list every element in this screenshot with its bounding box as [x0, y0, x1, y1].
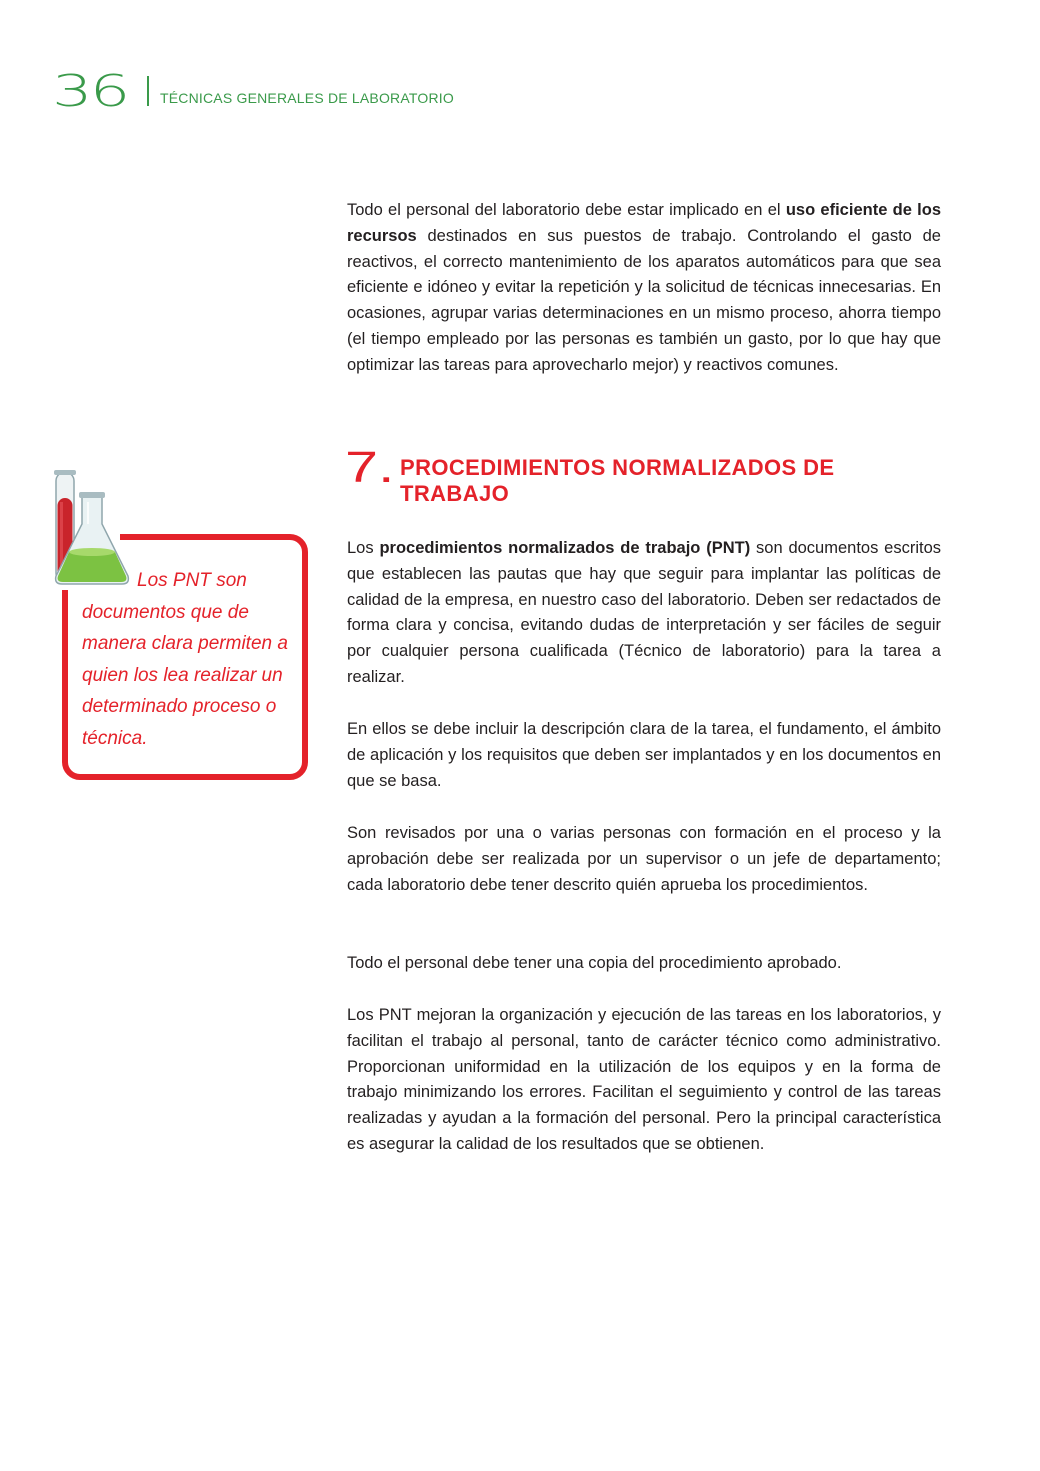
paragraph-pnt-review: Son revisados por una o varias personas con formación en el proceso y la aprobación debe ser realizada por un supervisor o un jefe de departamento; cada laboratorio debe tener descrito quién aprueba los procedimientos. [347, 824, 941, 894]
paragraph-pnt-content: En ellos se debe incluir la descripción clara de la tarea, el fundamento, el ámbito de aplicación y los requisitos que deben ser implantados y en los documentos en que se basa. [347, 720, 941, 790]
sidebar-note-text [82, 565, 292, 754]
paragraph-pnt-copy: Todo el personal debe tener una copia del procedimiento aprobado. [347, 954, 842, 972]
sidebar-note-content: Los PNT son documentos que de manera clara permiten a quien los lea realizar un determinado proceso o técnica. [82, 570, 288, 749]
page-number: 36 [52, 66, 128, 117]
intro-paragraph [347, 198, 941, 379]
section-number: 7. [345, 443, 395, 492]
p2-text-after: son documentos escritos que establecen las pautas que hay que seguir para implantar las políticas de calidad de la empresa, en nuestro caso del laboratorio. Deben ser redactados de forma clara y concisa, evitando dudas de interpretación y ser fáciles de seguir por cualquier persona cualificada (Técnico de laboratorio) para la tarea a realizar. [347, 539, 942, 686]
intro-text-before: Todo el personal del laboratorio debe estar implicado en el [347, 201, 786, 219]
intro-bold: uso eficiente de los recursos [347, 201, 941, 245]
p2-bold: procedimientos normalizados de trabajo (PNT) [379, 539, 751, 557]
header-divider [147, 76, 149, 106]
paragraph-pnt-definition [347, 536, 941, 691]
intro-text-after: destinados en sus puestos de trabajo. Controlando el gasto de reactivos, el correcto mantenimiento de los aparatos automáticos para que sea eficiente e idóneo y evitar la repetición y la solicitud de técnicas innecesarias. En ocasiones, agrupar varias determinaciones en un mismo proceso, ahorra tiempo (el tiempo empleado por las personas es también un gasto, por lo que hay que optimizar las tareas para aprovecharlo mejor) y reactivos comunes. [347, 226, 941, 374]
running-title: TÉCNICAS GENERALES DE LABORATORIO [160, 90, 454, 106]
paragraph-pnt-benefits: Los PNT mejoran la organización y ejecución de las tareas en los laboratorios, y facilitan el trabajo al personal, tanto de carácter técnico como administrativo. Proporcionan uniformidad en la utilización de los equipos y en la forma de trabajo minimizando los errores. Facilitan el seguimiento y control de las tareas realizadas y ayudan a la formación del personal. Pero la principal característica es asegurar la calidad de los resultados que se obtienen. [347, 1006, 941, 1153]
p2-text-before: Los [347, 539, 380, 557]
section-title: PROCEDIMIENTOS NORMALIZADOS DE TRABAJO [400, 455, 835, 506]
